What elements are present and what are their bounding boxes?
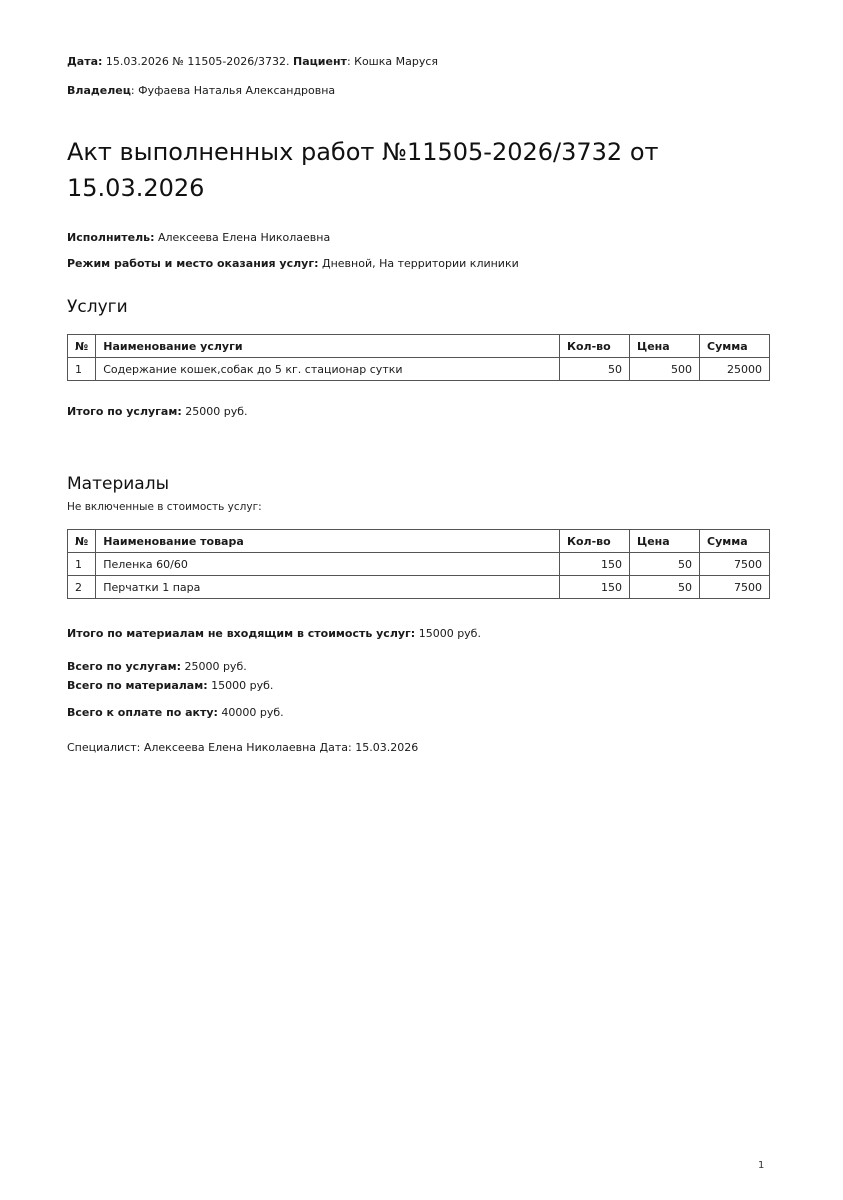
row-sum: 7500 xyxy=(700,553,770,576)
materials-total xyxy=(67,627,481,640)
row-sum: 7500 xyxy=(700,576,770,599)
row-sum: 25000 xyxy=(700,358,770,381)
col-service-name: Наименование услуги xyxy=(96,335,560,358)
row-number: 2 xyxy=(68,576,96,599)
page-title xyxy=(67,134,747,206)
table-row xyxy=(68,358,770,381)
specialist-line: Специалист: Алексеева Елена Николаевна Дата: 15.03.2026 xyxy=(67,741,419,754)
date-value: 15.03.2026 № 11505-2026/3732. xyxy=(102,55,290,68)
row-number: 1 xyxy=(68,358,96,381)
title-line-1: Акт выполненных работ №11505-2026/3732 от xyxy=(67,138,659,166)
page-number: 1 xyxy=(758,1160,765,1171)
owner-label: Владелец xyxy=(67,84,131,97)
col-qty: Кол-во xyxy=(560,530,630,553)
col-sum: Сумма xyxy=(700,530,770,553)
row-number: 1 xyxy=(68,553,96,576)
services-total xyxy=(67,405,248,418)
executor-label: Исполнитель: xyxy=(67,231,155,244)
col-number: № xyxy=(68,335,96,358)
services-heading: Услуги xyxy=(67,297,128,317)
owner-value: : Фуфаева Наталья Александровна xyxy=(130,84,336,97)
col-product-name: Наименование товара xyxy=(96,530,560,553)
table-row xyxy=(68,576,770,599)
materials-header-row xyxy=(68,530,770,553)
row-qty: 150 xyxy=(560,553,630,576)
materials-subheading: Не включенные в стоимость услуг: xyxy=(67,501,262,513)
mode-label: Режим работы и место оказания услуг: xyxy=(67,257,319,270)
col-price: Цена xyxy=(630,530,700,553)
col-qty: Кол-во xyxy=(560,335,630,358)
table-row xyxy=(68,553,770,576)
executor-value: Алексеева Елена Николаевна xyxy=(154,231,331,244)
summary-materials-value: 15000 руб. xyxy=(207,679,274,692)
summary-materials-label: Всего по материалам: xyxy=(67,679,208,692)
col-price: Цена xyxy=(630,335,700,358)
services-table xyxy=(67,334,770,381)
summary-services-value: 25000 руб. xyxy=(180,660,247,673)
row-name: Перчатки 1 пара xyxy=(96,576,560,599)
materials-heading: Материалы xyxy=(67,474,169,494)
row-price: 50 xyxy=(630,553,700,576)
row-qty: 50 xyxy=(560,358,630,381)
col-sum: Сумма xyxy=(700,335,770,358)
summary-pay-value: 40000 руб. xyxy=(217,706,284,719)
col-number: № xyxy=(68,530,96,553)
summary-pay xyxy=(67,706,284,719)
row-price: 50 xyxy=(630,576,700,599)
header-owner xyxy=(67,84,335,97)
row-name: Пеленка 60/60 xyxy=(96,553,560,576)
services-total-value: 25000 руб. xyxy=(181,405,248,418)
mode-value: Дневной, На территории клиники xyxy=(318,257,519,270)
row-price: 500 xyxy=(630,358,700,381)
header-date-patient xyxy=(67,55,438,68)
patient-value: : Кошка Маруся xyxy=(346,55,439,68)
materials-total-value: 15000 руб. xyxy=(415,627,481,640)
summary-services xyxy=(67,660,247,673)
services-header-row xyxy=(68,335,770,358)
materials-total-label: Итого по материалам не входящим в стоимость услуг: xyxy=(67,627,416,640)
summary-materials xyxy=(67,679,273,692)
materials-table xyxy=(67,529,770,599)
executor-line xyxy=(67,231,330,244)
row-name: Содержание кошек,собак до 5 кг. стационар сутки xyxy=(96,358,560,381)
title-line-2: 15.03.2026 xyxy=(67,174,205,202)
patient-label: Пациент xyxy=(293,55,347,68)
date-label: Дата: xyxy=(67,55,103,68)
services-total-label: Итого по услугам: xyxy=(67,405,182,418)
summary-services-label: Всего по услугам: xyxy=(67,660,181,673)
mode-line xyxy=(67,257,519,270)
summary-pay-label: Всего к оплате по акту: xyxy=(67,706,218,719)
row-qty: 150 xyxy=(560,576,630,599)
